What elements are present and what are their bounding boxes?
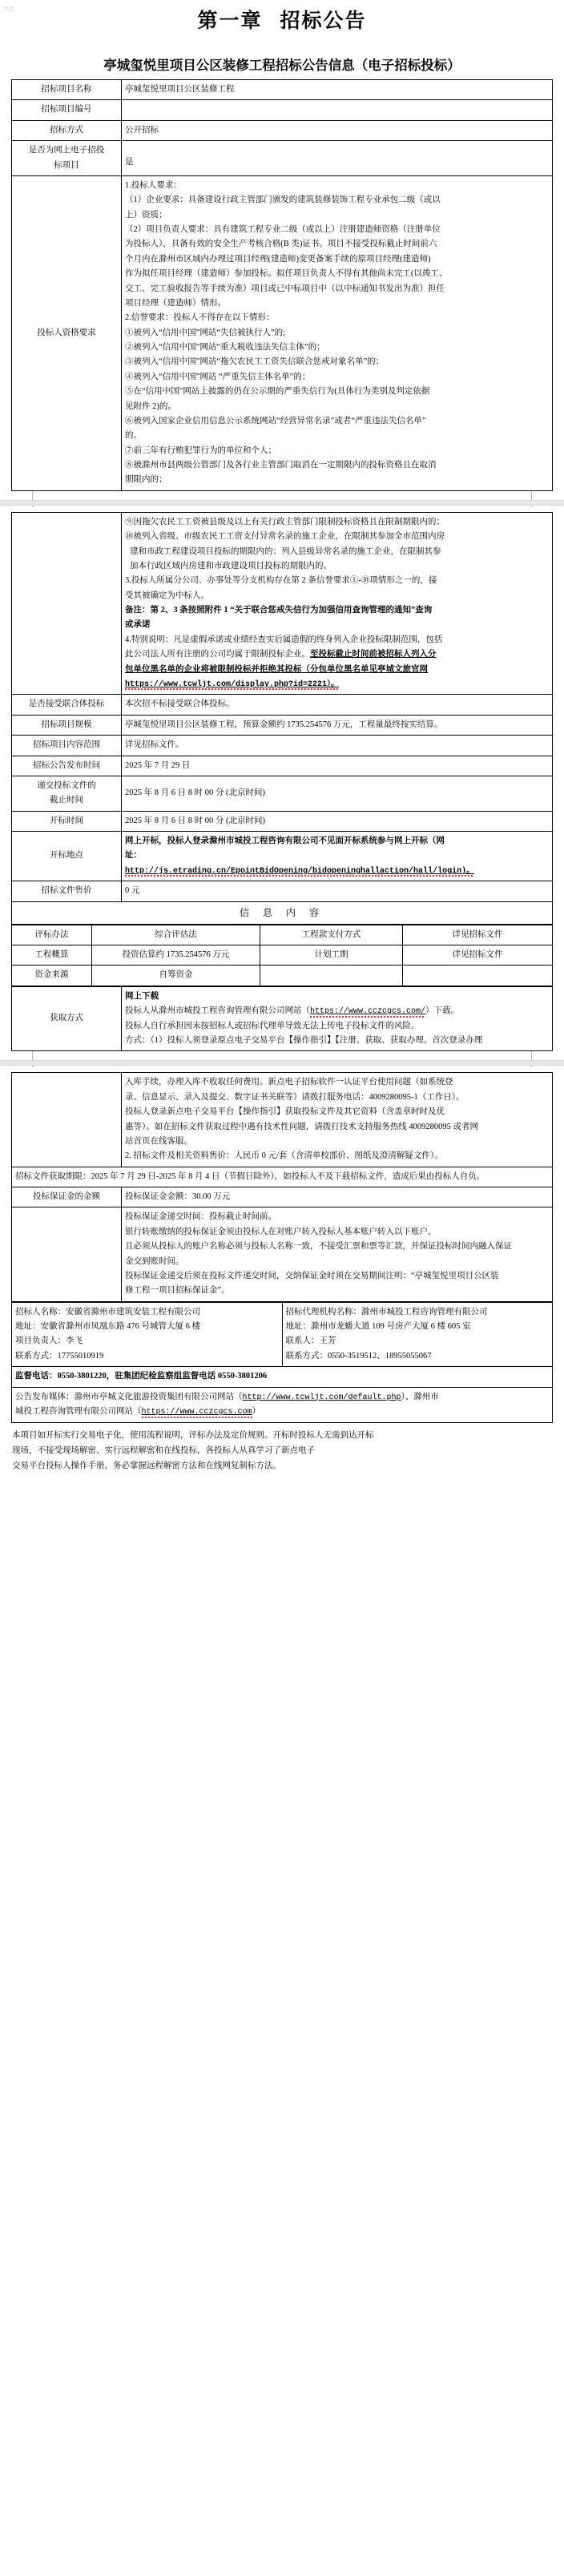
table-row-is-online xyxy=(12,141,553,176)
table-row-publish-time xyxy=(12,756,553,776)
row-label-open-time: 开标时间 xyxy=(12,811,122,831)
qual-heading-2: 2.信誉要求：投标人不得存在以下情形： xyxy=(125,313,275,323)
acquire-line2 xyxy=(125,1004,549,1019)
supervise-row xyxy=(12,1367,553,1387)
qual-heading-3-line2: 受其被确定为中标人。 xyxy=(125,591,209,600)
info-label-budget: 工程概算 xyxy=(12,945,92,965)
media-block xyxy=(12,1387,553,1422)
final-note-line1: 本项目如开标实行交易电子化，使用流程说明，评标办法及定价规则。开标时投标人无需到达开标 xyxy=(12,1430,374,1440)
agent-addr-value: 滁州市龙蟠大道 109 号房产大厦 6 楼 605 室 xyxy=(311,1322,471,1331)
table-row-doc-price xyxy=(12,881,553,901)
row-value-qualification-cont xyxy=(122,512,553,695)
qual-h4-l2-plain: 此公司法人所有注册的公司均属于限制投标企业。 xyxy=(125,650,310,659)
agent-tel-label: 联系方式： xyxy=(285,1351,328,1361)
row-label-guarantee-detail xyxy=(12,1207,122,1301)
tenderer-addr-label: 地址： xyxy=(15,1322,41,1331)
info-row-eval xyxy=(12,925,553,945)
announcement-table-part2 xyxy=(11,512,553,925)
qual-credit-3: ③被列入“信用中国”网站“拖欠农民工工资失信联合惩戒对象名单”的； xyxy=(125,357,385,367)
media-line2-a: 城投工程咨询管理有限公司网站（ xyxy=(15,1407,142,1416)
acquire-line2-a: 投标人从滁州市城投工程咨询管理有限公司网站（ xyxy=(125,1006,310,1016)
tenderer-tel-value: 17755010919 xyxy=(57,1351,104,1361)
info-label-duration: 计划工期 xyxy=(260,945,403,965)
blacklist-url[interactable]: https://www.tcwljt.com/display.php?id=2221）。 xyxy=(125,679,340,689)
row-label-doc-price: 招标文件售价 xyxy=(12,881,122,901)
guarantee-line2: 银行转账缴纳的投标保证金须由投标人在对账户转入投标人基本账户转入以下账户， xyxy=(125,1227,437,1236)
chapter-title xyxy=(11,0,553,34)
guarantee-line1: 投标保证金递交时间：投标截止时间前。 xyxy=(125,1212,276,1222)
row-value-guarantee-detail xyxy=(122,1207,553,1301)
guarantee-line5: 投标保证金递交后须在投标文件递交时间，交纳保证金时须在交易期间注明：“亭城玺悦里项目公区装 xyxy=(125,1271,499,1280)
row-label-project-code: 招标项目编号 xyxy=(12,100,122,120)
final-note-line3: 交易平台投标人操作手册，务必掌握远程解密方法和在线网复制标方法。 xyxy=(12,1461,281,1471)
announcement-table-part1 xyxy=(11,79,553,491)
table-row-open-place xyxy=(12,832,553,881)
acquire-line3: 投标人自行承担因未按招标人或招标代理单导致无法上传电子投标文件的风险。 xyxy=(125,1021,420,1030)
acquire2-p2-line3: 站首页在线客服。 xyxy=(125,1136,192,1146)
qual-credit-9: ⑨因拖欠农民工工资被县级及以上有关行政主管部门限制投标资格且在限制期限内的； xyxy=(125,517,445,526)
crop-marks-2 xyxy=(0,1051,564,1072)
qual-p1-line1: （1）企业要求：具备建设行政主管部门颁发的建筑装修装饰工程专业承包二级（或以 xyxy=(125,196,441,205)
row-label-joint-bid: 是否接受联合体投标 xyxy=(12,695,122,715)
qual-heading-4-line3: 包单位黑名单的企业将被限制投标并拒绝其投标（分包单位黑名单见亭城文旅官网 xyxy=(125,664,428,674)
acquire-table xyxy=(11,986,553,1052)
info-section-header: 信 息 内 容 xyxy=(12,901,553,924)
info-label-eval-method: 评标办法 xyxy=(12,925,92,945)
tenderer-name-row xyxy=(15,1305,279,1320)
media-line1 xyxy=(15,1390,549,1405)
row-value-joint-bid: 本次招不标接受联合体投标。 xyxy=(122,695,553,715)
row-label-qualification: 投标人资格要求 xyxy=(12,175,122,490)
announcement-table-part3 xyxy=(11,1072,553,1301)
info-empty-1 xyxy=(260,965,403,986)
row-label-deadline-line2: 截止时间 xyxy=(50,796,83,805)
table-row-joint-bid xyxy=(12,695,553,715)
qual-credit-8-line1: ⑧被滁州市县两级公管部门及各行业主管部门取消在一定期限内的投标资格且在取消 xyxy=(125,461,437,470)
acquire2-p2-line1: 投标人登录新点电子交易平台【操作指引】获取投标文件及其它资料（含盖章时时及优 xyxy=(125,1107,445,1117)
qual-p2-line1: （2）项目负责人要求：具有建筑工程专业二级（或以上）注册建造师资格（注册单位 xyxy=(125,225,441,234)
media-line2 xyxy=(15,1405,549,1420)
table-row-project-code xyxy=(12,100,553,120)
info-value-eval-method: 综合评估法 xyxy=(92,925,260,945)
page-break-1 xyxy=(0,491,564,512)
agent-name-value: 滁州市城投工程咨询管理有限公司 xyxy=(361,1307,488,1316)
qual-heading-1: 1.投标人要求： xyxy=(125,180,182,190)
info-row-funding xyxy=(12,965,553,986)
tenderer-pm-value: 李飞 xyxy=(66,1336,83,1346)
row-label-is-online-line2: 标项目 xyxy=(54,160,79,170)
row-value-doc-period: 招标文件获取期限：2025 年 7 月 29 日-2025 年 8 月 4 日（节假日除外），如投标人不及下载招标文件，造成后果由投标人自负。 xyxy=(12,1167,553,1187)
document-page-2 xyxy=(0,512,564,1052)
open-place-url-wrap xyxy=(125,864,549,879)
page-title: 亭城玺悦里项目公区装修工程招标公告信息（电子招标投标） xyxy=(103,58,461,73)
table-row-guarantee-detail xyxy=(12,1207,553,1301)
row-label-deadline xyxy=(12,776,122,811)
agent-tel-value: 0550-3519512、18955055067 xyxy=(328,1351,432,1361)
chapter-name: 招标公告 xyxy=(280,10,367,32)
row-value-scale: 亭城玺悦里项目公区装修工程，预算金额约 1735.254576 万元，工程量最终按实结算。 xyxy=(122,715,553,735)
crop-mark-left xyxy=(32,491,33,507)
table-row-doc-period xyxy=(12,1167,553,1187)
qual-credit-10-line3: 加本行政区域内房建和市政建设项目投标的期限内的。 xyxy=(130,561,332,570)
acquire-line4: 方式：（1）投标人须登录原点电子交易平台【操作指引】【注册、获取、获取办理、首次登录办理 xyxy=(125,1036,483,1045)
qual-credit-6-line1: ⑥被列入国家企业信用信息公示系统网站“经营异常名录”或者“严重违法失信名单” xyxy=(125,416,426,425)
table-row-deadline xyxy=(12,776,553,811)
table-row-info-header xyxy=(12,901,553,924)
row-value-acquire-cont xyxy=(122,1073,553,1167)
qual-credit-4: ④被列入“信用中国”网站 “严重失信主体名单”的； xyxy=(125,372,311,381)
agent-name-row xyxy=(286,1305,550,1320)
row-value-acquire xyxy=(122,986,553,1051)
row-label-open-place: 开标地点 xyxy=(12,832,122,881)
row-label-project-name: 招标项目名称 xyxy=(12,80,122,100)
media-line1-a: 公告发布媒体：滁州市亭城文化旅游投资集团有限公司网站（ xyxy=(15,1392,243,1401)
row-value-bid-guarantee: 投标保证金金额：30.00 万元 xyxy=(122,1187,553,1207)
info-value-budget: 投资估算约 1735.254576 万元 xyxy=(92,945,260,965)
qual-credit-10-line2: 建和市政工程建设项目投标的期限内的；列入县级异常名录的施工企业，在限制其参 xyxy=(130,546,441,556)
open-place-line2: 址： xyxy=(125,851,142,861)
final-note xyxy=(11,1428,553,1474)
acquire-line2-b: ）下载。 xyxy=(425,1006,460,1016)
row-label-qualification-cont xyxy=(12,512,122,695)
row-value-open-place xyxy=(122,832,553,881)
qual-p2-line2: 为投标人），具备有效的安全生产考核合格(B 类)证书。项目不接受投标截止时间前六 xyxy=(125,240,437,249)
guarantee-line4: 金交到账时间。 xyxy=(125,1256,184,1266)
qual-credit-5-line1: ⑤在“信用中国”网站上披露的仍在公示期的严重失信行为(具体行为类别及判定依据 xyxy=(125,387,430,397)
row-label-is-online xyxy=(12,141,122,176)
media-row xyxy=(12,1387,553,1422)
table-row-acquire xyxy=(12,986,553,1051)
qual-p2-line3: 个月内在滁州市区域内办理过项目经理(建造师)变更备案手续的原项目经理(建造师) xyxy=(125,254,431,264)
qual-credit-6-line2: 的。 xyxy=(125,431,142,441)
crop-mark-right xyxy=(531,491,532,507)
tcwljt-website-url[interactable]: http://www.tcwljt.com/default.php xyxy=(242,1393,401,1402)
qual-note-line2: 或承诺 xyxy=(125,620,151,630)
tenderer-name-value: 安徽省滁州市建筑安装工程有限公司 xyxy=(66,1307,200,1316)
qual-credit-7: ⑦前三年有行贿犯罪行为的单位和个人； xyxy=(125,445,276,455)
table-row-qualification-cont xyxy=(12,512,553,695)
table-row-acquire-cont xyxy=(12,1073,553,1167)
page-break-2 xyxy=(0,1051,564,1072)
info-label-funding: 资金来源 xyxy=(12,965,92,986)
info-label-payment: 工程款支付方式 xyxy=(260,925,403,945)
crop-mark-left xyxy=(32,1051,33,1067)
media-line1-b: ）、滁州市 xyxy=(401,1392,439,1401)
chapter-number: 第一章 xyxy=(197,10,263,32)
row-value-project-code xyxy=(122,100,553,120)
row-value-is-online-text: 是 xyxy=(125,158,134,167)
row-label-bid-guarantee: 投标保证金的金额 xyxy=(12,1187,122,1207)
contacts-row xyxy=(12,1302,553,1367)
acquire2-p3: 2. 招标文件及相关资料售价：人民币 0 元/套（含清单校部价、图纸及澄清解疑文件）。 xyxy=(125,1151,443,1161)
row-label-scale: 招标项目规模 xyxy=(12,715,122,735)
media-line2-b: ） xyxy=(252,1407,261,1416)
qual-p2-line4: 作为拟任项目经理（建造师）参加投标。拟任项目负责人不得有其他尚未完工(以竣工、 xyxy=(125,269,448,279)
qual-p1-line2: 上）资质； xyxy=(125,210,167,220)
row-value-project-name: 亭城玺悦里项目公区装修工程 xyxy=(122,80,553,100)
acquire2-p1-line2: 录、信息显示、录入及提交、数字证书关联等）请拨打服务电话：4009280095-1（工作日）。 xyxy=(125,1092,465,1102)
acquire-line1: 网上下载 xyxy=(125,991,159,1001)
qual-heading-3-line1: 3.投标人所属分公司、办事处等分支机构存在第 2 条信誉要求①-⑩项情形之一的，接 xyxy=(125,576,437,586)
tenderer-addr-value: 安徽省滁州市凤凰东路 476 号城管大厦 6 楼 xyxy=(40,1322,200,1331)
row-label-is-online-line1: 是否为网上电子招投 xyxy=(28,146,105,155)
acquire2-p1-line1: 入库手续，办理入库不收取任何费用。新点电子招标软件一认证平台使用问题（如系统登 xyxy=(125,1078,453,1087)
agent-contact-label: 联系人： xyxy=(285,1336,320,1346)
acquire2-p2-line2: 惠等）。如在招标文件获取过程中遇有技术性问题，请拨打技术支持服务热线 4009280095 或者网 xyxy=(125,1122,478,1131)
qual-heading-4-line1: 4.特别说明：凡是虚假承诺或业绩经查实后属造假的终身列入企业投标限制范围，包括 xyxy=(125,635,443,644)
row-label-scope: 招标项目内容范围 xyxy=(12,736,122,756)
table-row-bid-guarantee xyxy=(12,1187,553,1207)
qual-p2-line5: 交工、完工验收报告等手续为准）项目或已中标项目中（以中标通知书发出为准）担任 xyxy=(125,284,445,293)
qual-credit-1: ①被列入“信用中国”网站“失信被执行人”的; xyxy=(125,328,286,337)
row-value-publish-time: 2025 年 7 月 29 日 xyxy=(122,756,553,776)
cczcgcs-website-url[interactable]: https://www.cczcgcs.com xyxy=(141,1408,252,1417)
document-page-1 xyxy=(0,0,564,491)
tenderer-tel-row xyxy=(15,1349,279,1364)
info-value-duration: 详见招标文件 xyxy=(403,945,553,965)
info-empty-2 xyxy=(403,965,553,986)
open-place-line1: 网上开标，投标人登录滁州市城投工程咨询有限公司不见面开标系统参与网上开标（网 xyxy=(125,836,445,845)
row-value-open-time: 2025 年 8 月 6 日 8 时 00 分 (北京时间) xyxy=(122,811,553,831)
crop-marks-1 xyxy=(0,491,564,512)
info-content-table xyxy=(11,925,553,986)
bid-opening-url[interactable]: http://js.etrading.cn/EpointBidOpening/bidopeninghallaction/hall/login)。 xyxy=(125,866,475,876)
qual-note-line1: 备注：第 2、3 条按照附件 1 “关于联合惩戒失信行为加强信用查询管理的通知”查询 xyxy=(125,606,433,615)
supervise-phone: 监督电话：0550-3801220，驻集团纪检监察组监督电话 0550-3801206 xyxy=(12,1367,553,1387)
agent-addr-row xyxy=(286,1320,550,1334)
row-value-qualification xyxy=(122,175,553,490)
qual-h4-l2-emph: 至投标截止时间前被招标人列入分 xyxy=(310,650,437,659)
guarantee-line6: 修工程一项目招标保证金”。 xyxy=(125,1286,230,1296)
qual-heading-4-line4 xyxy=(125,677,549,692)
tenderer-tel-label: 联系方式： xyxy=(15,1351,58,1361)
qual-credit-8-line2: 期限内的； xyxy=(125,475,167,485)
qual-credit-10-line1: ⑩被列入省级、市级农民工工资支付异常名录的施工企业，在限制其参加全市范围内房 xyxy=(125,532,445,542)
final-note-line2: 现场，不接受现场解密、实行远程解密和在线投标，各投标人从真学习了新点电子 xyxy=(12,1445,315,1455)
tenderer-pm-label: 项目负责人： xyxy=(15,1336,66,1346)
table-row-open-time xyxy=(12,811,553,831)
tenderer-name-label: 招标人名称： xyxy=(15,1307,66,1316)
info-value-funding: 自筹资金 xyxy=(92,965,260,986)
qual-credit-5-line2: 见附件 2)的。 xyxy=(125,401,176,411)
agent-contact-row xyxy=(286,1334,550,1348)
table-row-bid-method xyxy=(12,120,553,140)
table-row-project-name xyxy=(12,80,553,100)
agent-contact-value: 王芳 xyxy=(319,1336,336,1346)
row-label-deadline-line1: 递交投标文件的 xyxy=(37,780,96,790)
table-row-scope xyxy=(12,736,553,756)
contacts-table xyxy=(11,1302,553,1423)
tenderer-block xyxy=(12,1302,283,1367)
document-page-3 xyxy=(0,1072,564,1473)
table-row-qualification xyxy=(12,175,553,490)
agent-tel-row xyxy=(286,1349,550,1364)
agent-name-label: 招标代理机构名称： xyxy=(285,1307,361,1316)
row-value-bid-method: 公开招标 xyxy=(122,120,553,140)
qual-credit-2: ②被列入“信用中国”网站“重大税收违法失信主体”的； xyxy=(125,343,325,352)
table-row-scale xyxy=(12,715,553,735)
tenderer-addr-row xyxy=(15,1320,279,1334)
agent-block xyxy=(282,1302,553,1367)
margin-dot-marker: ∷∷ xyxy=(4,7,14,12)
agency-website-url[interactable]: https://www.cczcgcs.com/ xyxy=(310,1007,426,1017)
row-value-scope: 详见招标文件。 xyxy=(122,736,553,756)
row-value-deadline: 2025 年 8 月 6 日 8 时 00 分 (北京时间) xyxy=(122,776,553,811)
info-row-budget xyxy=(12,945,553,965)
crop-mark-right xyxy=(531,1051,532,1067)
guarantee-line3: 且必须从投标人的账户名称必须与投标人名称一致，不接受汇票和票等汇款，并保证投标时间内融入保证 xyxy=(125,1242,512,1252)
qual-heading-4-line2 xyxy=(125,647,549,662)
row-label-acquire-cont xyxy=(12,1073,122,1167)
agent-addr-label: 地址： xyxy=(285,1322,311,1331)
tenderer-pm-row xyxy=(15,1334,279,1348)
row-value-doc-price: 0 元 xyxy=(122,881,553,901)
info-value-payment: 详见招标文件 xyxy=(403,925,553,945)
row-label-acquire: 获取方式 xyxy=(12,986,122,1051)
qual-p2-line6: 项目经理（建造师）情形。 xyxy=(125,298,226,308)
row-value-is-online xyxy=(122,141,553,176)
row-label-bid-method: 招标方式 xyxy=(12,120,122,140)
row-label-publish-time: 招标公告发布时间 xyxy=(12,756,122,776)
